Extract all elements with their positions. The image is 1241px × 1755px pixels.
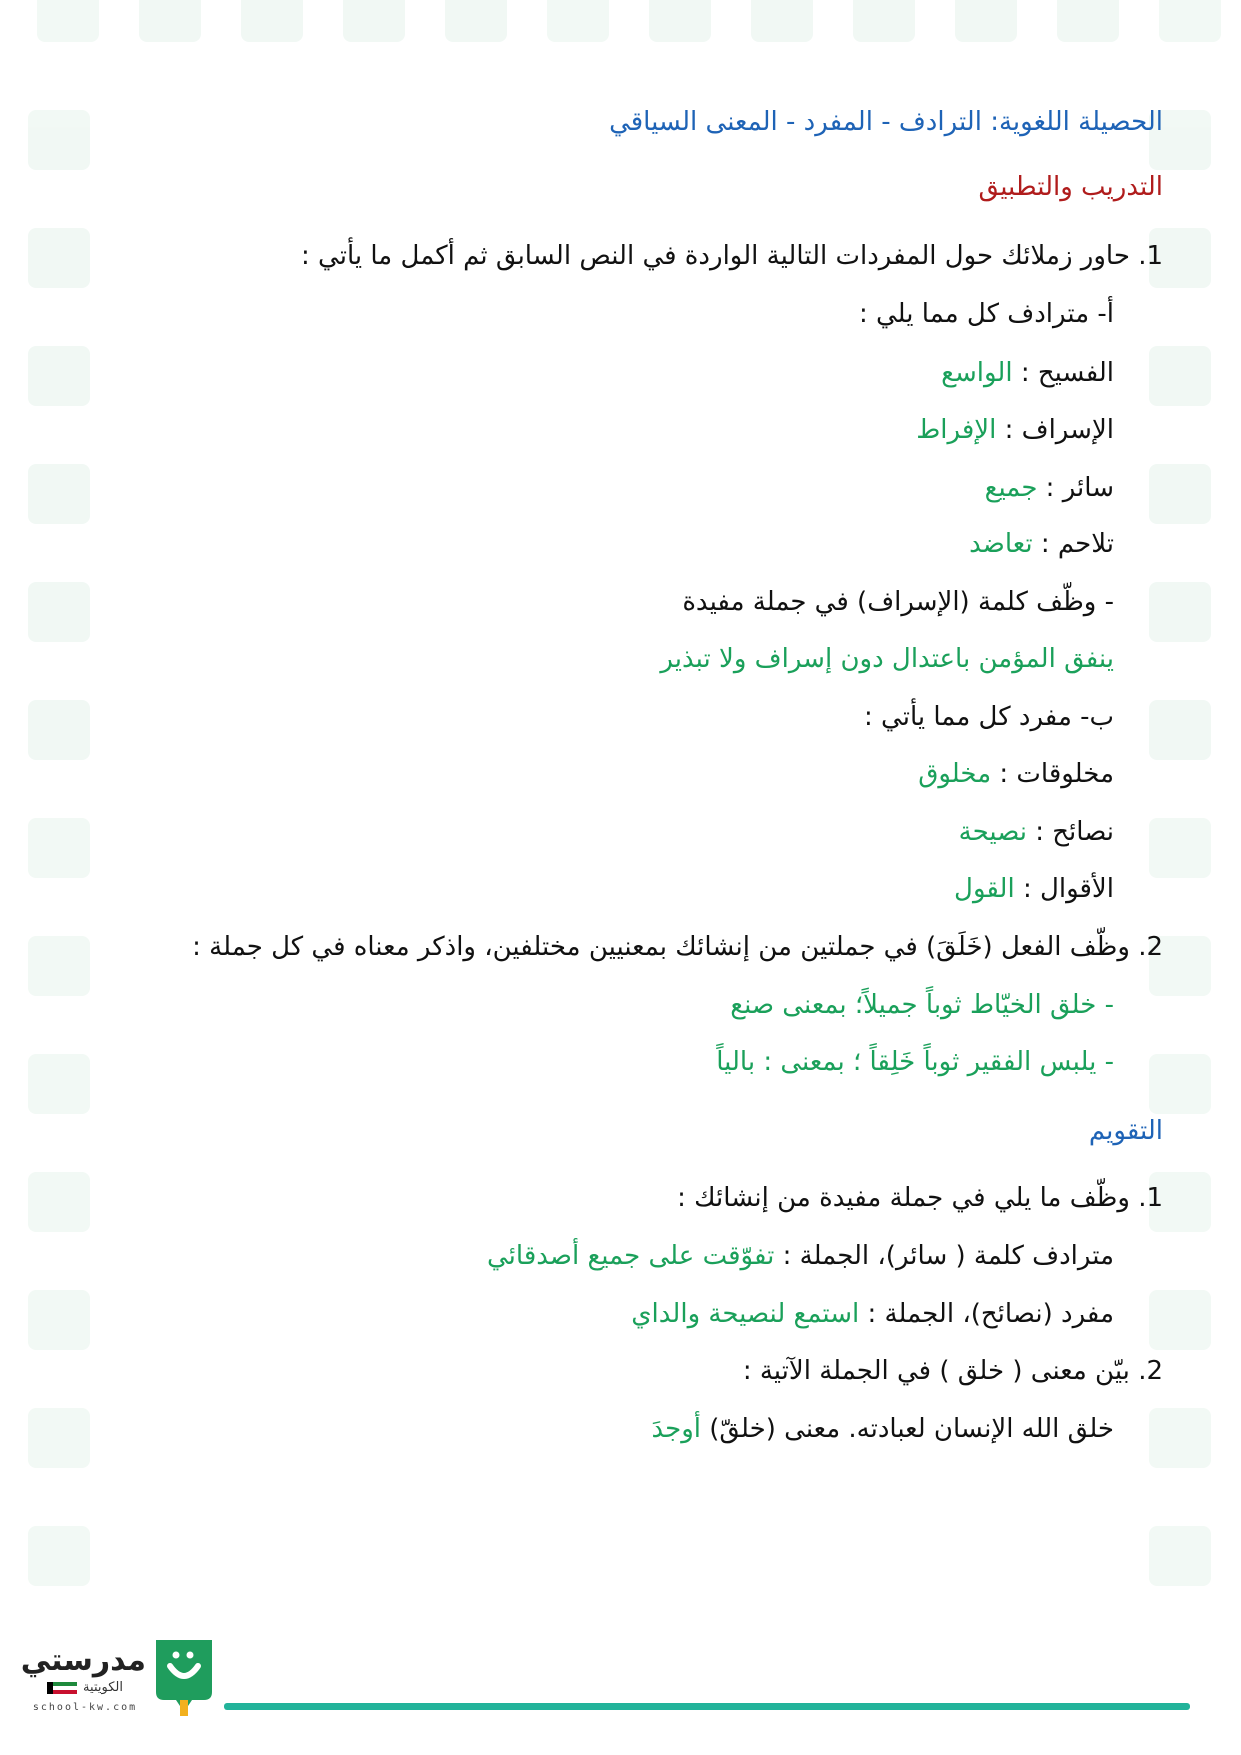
- evaluation-item: [487, 1238, 1114, 1274]
- evaluation-heading: التقويم: [1088, 1116, 1163, 1146]
- training-subheading: التدريب والتطبيق: [978, 172, 1163, 202]
- part-a-label: أ- مترادف كل مما يلي :: [858, 299, 1114, 329]
- singular-answer: القول: [954, 874, 1015, 904]
- singular-word: مخلوقات :: [999, 759, 1114, 789]
- evaluation-q2-prompt: خلق الله الإنسان لعبادته. معنى (خلقّ): [709, 1414, 1114, 1444]
- synonym-answer: الواسع: [941, 358, 1013, 388]
- question-text: حاور زملائك حول المفردات التالية الواردة في النص السابق ثم أكمل ما يأتي :: [301, 241, 1130, 271]
- training-question-2: [192, 929, 1163, 965]
- question-text: بيّن معنى ( خلق ) في الجملة الآتية :: [742, 1356, 1130, 1386]
- use-word-answer: ينفق المؤمن باعتدال دون إسراف ولا تبذير: [660, 644, 1114, 674]
- q2-answer-1: - خلق الخيّاط ثوباً جميلاً؛ بمعنى صنع: [730, 990, 1114, 1020]
- logo-name: مدرستي: [20, 1643, 146, 1678]
- school-logo: [20, 1640, 224, 1740]
- singular-word: الأقوال :: [1022, 874, 1114, 904]
- question-number: 2.: [1138, 932, 1163, 962]
- evaluation-item: [631, 1296, 1114, 1332]
- section-heading: الحصيلة اللغوية: الترادف - المفرد - المعنى السياقي: [609, 107, 1163, 137]
- kuwait-flag-icon: [47, 1682, 77, 1694]
- singular-item: [918, 756, 1114, 792]
- singular-answer: نصيحة: [958, 817, 1027, 847]
- evaluation-prompt: مفرد (نصائح)، الجملة :: [867, 1299, 1114, 1329]
- synonym-item: [941, 355, 1114, 391]
- question-text: وظّف ما يلي في جملة مفيدة من إنشائك :: [677, 1183, 1130, 1213]
- synonym-answer: جميع: [984, 473, 1038, 503]
- part-b-label: ب- مفرد كل مما يأتي :: [864, 702, 1114, 732]
- evaluation-question-2: [743, 1353, 1163, 1389]
- evaluation-answer: استمع لنصيحة والداي: [631, 1299, 860, 1329]
- synonym-item: [916, 412, 1114, 448]
- logo-url: school-kw.com: [32, 1702, 138, 1713]
- question-number: 1.: [1138, 241, 1163, 271]
- use-word-prompt: - وظّف كلمة (الإسراف) في جملة مفيدة: [682, 587, 1114, 617]
- q2-answer-2: - يلبس الفقير ثوباً خَلِقاً ؛ بمعنى : بالياً: [716, 1047, 1114, 1077]
- evaluation-question-1: [677, 1180, 1163, 1216]
- synonym-answer: تعاضد: [969, 529, 1033, 559]
- synonym-word: سائر :: [1045, 473, 1114, 503]
- singular-item: [959, 814, 1114, 850]
- training-question-1: [301, 238, 1163, 274]
- singular-word: نصائح :: [1035, 817, 1114, 847]
- madrasati-logo-icon: [152, 1640, 216, 1716]
- synonym-answer: الإفراط: [916, 415, 997, 445]
- footer-divider: [224, 1703, 1190, 1710]
- question-number: 2.: [1138, 1356, 1163, 1386]
- evaluation-q2-line: [651, 1411, 1114, 1447]
- singular-item: [954, 871, 1114, 907]
- evaluation-q2-answer: أوجدَ: [651, 1414, 701, 1444]
- synonym-item: [969, 526, 1114, 562]
- synonym-word: الإسراف :: [1004, 415, 1114, 445]
- synonym-item: [985, 470, 1114, 506]
- evaluation-prompt: مترادف كلمة ( سائر)، الجملة :: [782, 1241, 1114, 1271]
- logo-subtitle-text: الكويتية: [83, 1680, 123, 1695]
- evaluation-answer: تفوّقت على جميع أصدقائي: [486, 1241, 775, 1271]
- synonym-word: الفسيح :: [1020, 358, 1114, 388]
- question-text: وظّف الفعل (خَلَقَ) في جملتين من إنشائك بمعنيين مختلفين، واذكر معناه في كل جملة :: [192, 932, 1130, 962]
- question-number: 1.: [1138, 1183, 1163, 1213]
- logo-subtitle: [24, 1680, 146, 1695]
- singular-answer: مخلوق: [918, 759, 992, 789]
- synonym-word: تلاحم :: [1040, 529, 1114, 559]
